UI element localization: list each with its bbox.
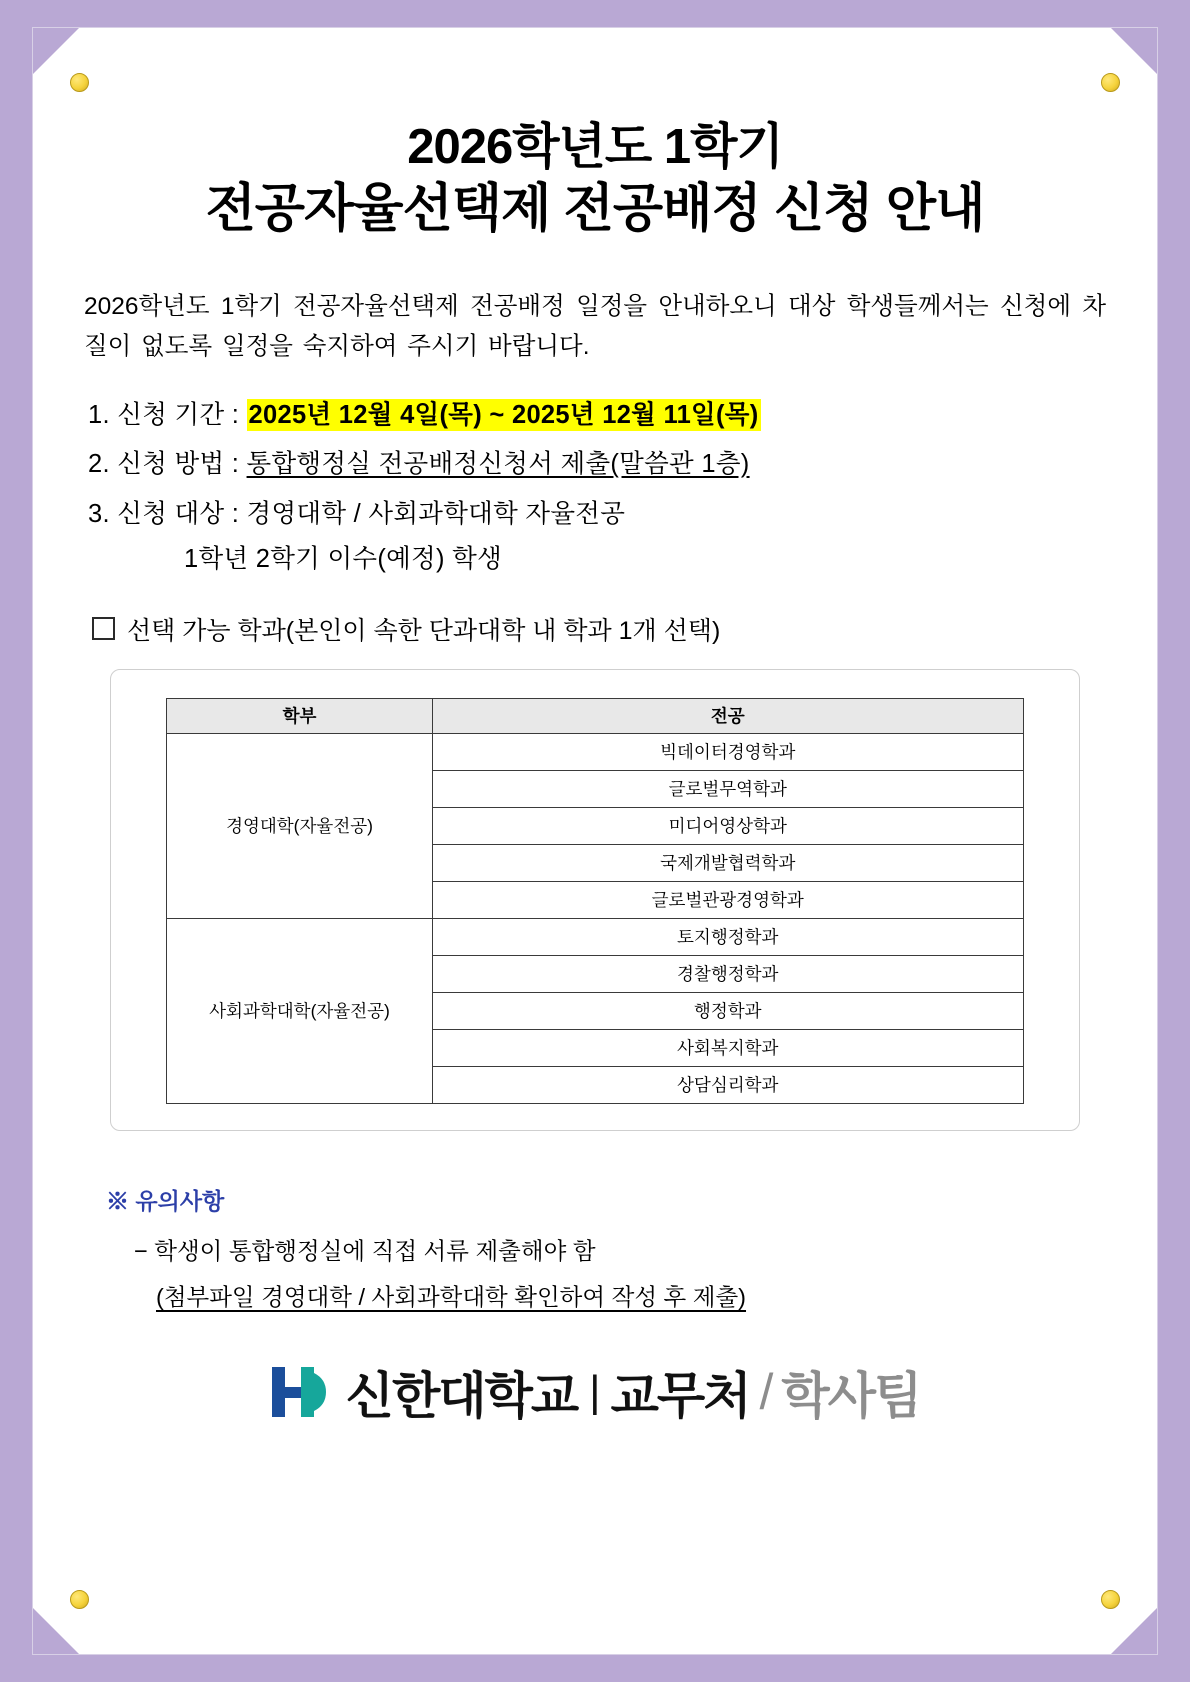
info-list	[70, 400, 1120, 574]
notice-line-1: − 학생이 통합행정실에 직접 서류 제출해야 함	[134, 1237, 596, 1264]
cell-major: 행정학과	[432, 992, 1023, 1029]
cell-major: 경찰행정학과	[432, 955, 1023, 992]
selectable-majors-heading	[92, 611, 1120, 647]
column-header-major: 전공	[432, 698, 1023, 733]
checkbox-icon	[92, 617, 115, 640]
item-label-1: 신청 기간 :	[117, 400, 240, 429]
notice-line-2: (첨부파일 경영대학 / 사회과학대학 확인하여 작성 후 제출)	[156, 1283, 747, 1310]
title-line-1: 2026학년도 1학기	[407, 120, 783, 174]
intro-paragraph: 2026학년도 1학기 전공자율선택제 전공배정 일정을 안내하오니 대상 학생들께서는 신청에 차질이 없도록 일정을 숙지하여 주시기 바랍니다.	[84, 293, 1106, 360]
item-value-1: 2025년 12월 4일(목) ~ 2025년 12월 11일(목)	[248, 400, 759, 429]
item-value-2: 통합행정실 전공배정신청서 제출(말씀관 1층)	[246, 450, 750, 479]
item-label-3: 신청 대상 :	[117, 499, 240, 528]
cell-major: 빅데이터경영학과	[432, 733, 1023, 770]
table-row	[167, 918, 1023, 955]
logo-divider: |	[589, 1366, 599, 1416]
selectable-majors-label: 선택 가능 학과(본인이 속한 단과대학 내 학과 1개 선택)	[127, 616, 721, 645]
item-label-2: 신청 방법 :	[117, 450, 240, 479]
notice-heading: ※ 유의사항	[106, 1187, 225, 1214]
cell-major: 국제개발협력학과	[432, 844, 1023, 881]
item-value-3-sub: 1학년 2학기 이수(예정) 학생	[184, 545, 503, 574]
list-item-application-target	[88, 499, 1120, 574]
cell-faculty-social-science: 사회과학대학(자율전공)	[167, 918, 432, 1103]
item-number-3: 3.	[88, 499, 110, 528]
shinhan-logo-icon	[270, 1363, 332, 1421]
item-number-1: 1.	[88, 400, 110, 429]
poster-content	[70, 90, 1120, 1622]
cell-major: 사회복지학과	[432, 1029, 1023, 1066]
table-row	[167, 733, 1023, 770]
item-value-3: 경영대학 / 사회과학대학 자율전공	[246, 499, 626, 528]
list-item-application-method	[88, 452, 1120, 478]
table-header-row	[167, 698, 1023, 733]
cell-faculty-business: 경영대학(자율전공)	[167, 733, 432, 918]
logo-university: 신한대학교	[345, 1367, 578, 1424]
logo-team: 학사팀	[781, 1367, 921, 1424]
majors-table-panel	[110, 669, 1080, 1131]
cell-major: 미디어영상학과	[432, 807, 1023, 844]
cell-major: 글로벌관광경영학과	[432, 881, 1023, 918]
logo-wordmark	[346, 1356, 921, 1428]
item-number-2: 2.	[88, 450, 110, 479]
logo-office: 교무처	[610, 1367, 750, 1424]
title-line-2: 전공자율선택제 전공배정 신청 안내	[205, 179, 985, 238]
majors-table	[166, 698, 1023, 1104]
column-header-faculty: 학부	[167, 698, 432, 733]
cell-major: 글로벌무역학과	[432, 770, 1023, 807]
logo-slash: /	[759, 1363, 772, 1420]
corner-fold-top-left	[33, 28, 79, 74]
footer-logo	[70, 1356, 1120, 1428]
cell-major: 토지행정학과	[432, 918, 1023, 955]
cell-major: 상담심리학과	[432, 1066, 1023, 1103]
list-item-application-period	[88, 400, 1120, 429]
corner-fold-top-right	[1111, 28, 1157, 74]
page-title	[70, 118, 1120, 241]
